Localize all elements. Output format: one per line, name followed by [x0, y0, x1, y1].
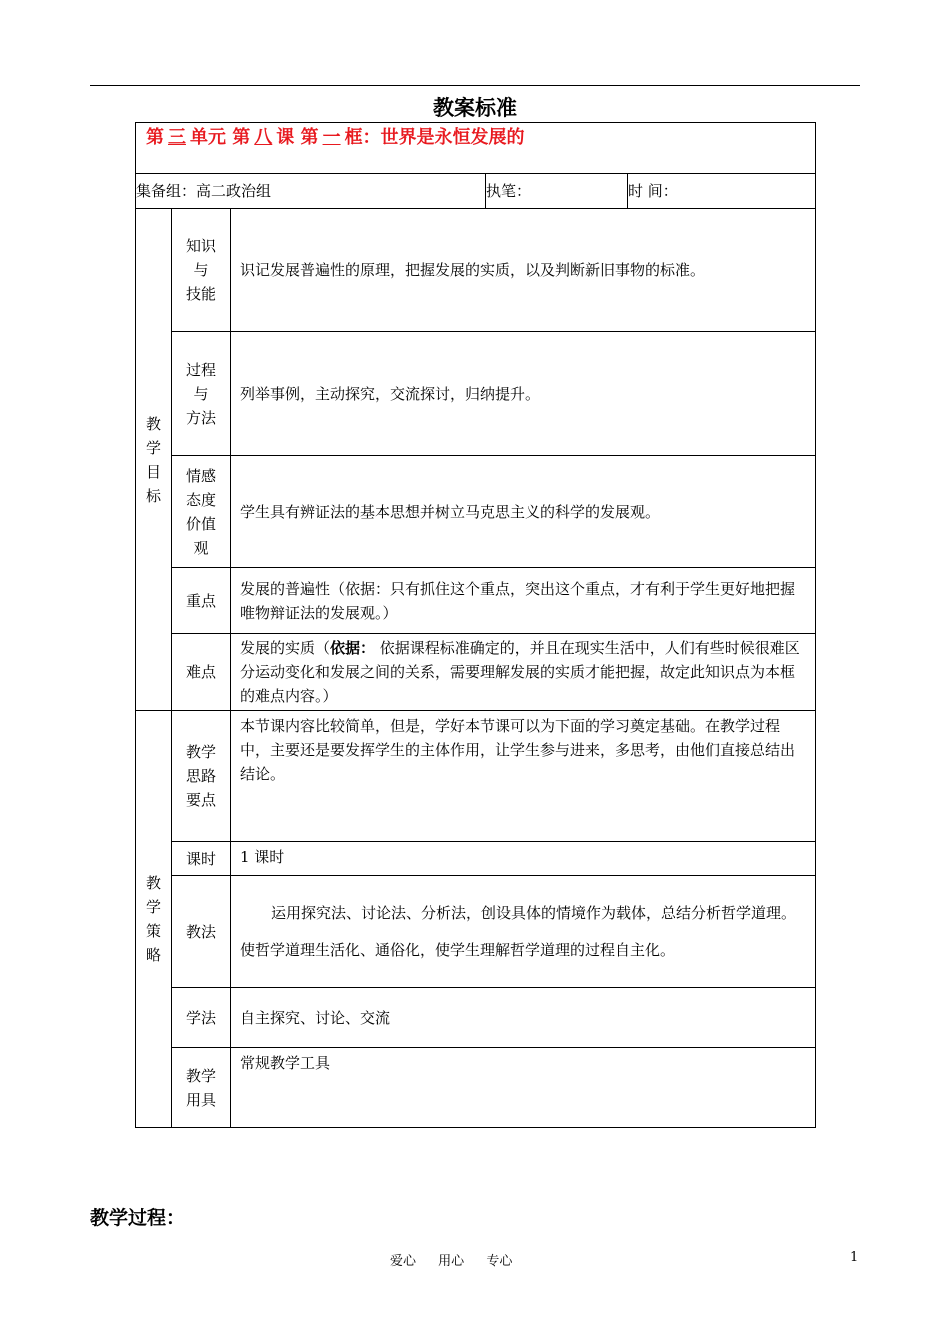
footer-item: 爱心	[390, 1254, 417, 1269]
page-number: 1	[850, 1250, 859, 1265]
teaching-method-text: 运用探究法、讨论法、分析法，创设具体的情境作为载体，总结分析哲学道理。使哲学道理生活化、通俗化，使学生理解哲学道理的过程自主化。	[231, 876, 816, 988]
footer-motto	[390, 1250, 530, 1269]
frame-number: 一	[322, 127, 341, 148]
category-teaching-strategy: 教 学 策 略	[136, 711, 172, 1128]
time-field: 时 间：	[628, 174, 816, 209]
label-attitude-values: 情感 态度 价值 观	[172, 456, 231, 568]
lesson-heading-cell	[136, 123, 816, 174]
basis-label: 依据：	[330, 639, 376, 657]
teaching-process-heading: 教学过程：	[90, 1207, 186, 1229]
label-teaching-approach: 教学 思路 要点	[172, 711, 231, 842]
writer-field: 执笔：	[486, 174, 628, 209]
footer-item: 用心	[438, 1254, 465, 1269]
lesson-heading: 第 三 单元 第 八 课 第 一 框：世界是永恒发展的	[146, 127, 525, 148]
prep-group: 集备组：高二政治组	[136, 174, 486, 209]
label-key-point: 重点	[172, 568, 231, 634]
label-class-hours: 课时	[172, 842, 231, 876]
label-difficulty: 难点	[172, 634, 231, 711]
difficulty-text: 发展的实质（依据： 依据课程标准确定的，并且在现实生活中，人们有些时候很难区分运动变化和发展之间的关系，需要理解发展的实质才能把握，故定此知识点为本框的难点内容。）	[231, 634, 816, 711]
lesson-plan-table	[135, 122, 816, 1128]
key-point-text: 发展的普遍性（依据：只有抓住这个重点，突出这个重点，才有利于学生更好地把握唯物辩证法的发展观。）	[231, 568, 816, 634]
learning-method-text: 自主探究、讨论、交流	[231, 988, 816, 1048]
teaching-approach-text: 本节课内容比较简单，但是，学好本节课可以为下面的学习奠定基础。在教学过程中，主要还是要发挥学生的主体作用，让学生参与进来，多思考，由他们直接总结出结论。	[231, 711, 816, 842]
label-teaching-tools: 教学 用具	[172, 1048, 231, 1128]
teaching-tools-text: 常规教学工具	[231, 1048, 816, 1128]
label-teaching-method: 教法	[172, 876, 231, 988]
unit-number: 三	[168, 127, 186, 148]
document-title: 教案标准	[433, 96, 517, 120]
lesson-number: 八	[254, 127, 273, 148]
attitude-values-text: 学生具有辨证法的基本思想并树立马克思主义的科学的发展观。	[231, 456, 816, 568]
process-methods-text: 列举事例，主动探究，交流探讨，归纳提升。	[231, 332, 816, 456]
footer-item: 专心	[486, 1254, 513, 1269]
category-teaching-goals: 教 学 目 标	[136, 209, 172, 711]
label-knowledge-skills: 知识 与 技能	[172, 209, 231, 332]
knowledge-skills-text: 识记发展普遍性的原理，把握发展的实质，以及判断新旧事物的标准。	[231, 209, 816, 332]
label-process-methods: 过程 与 方法	[172, 332, 231, 456]
header-rule	[90, 85, 860, 86]
class-hours-text: 1 课时	[231, 842, 816, 876]
label-learning-method: 学法	[172, 988, 231, 1048]
